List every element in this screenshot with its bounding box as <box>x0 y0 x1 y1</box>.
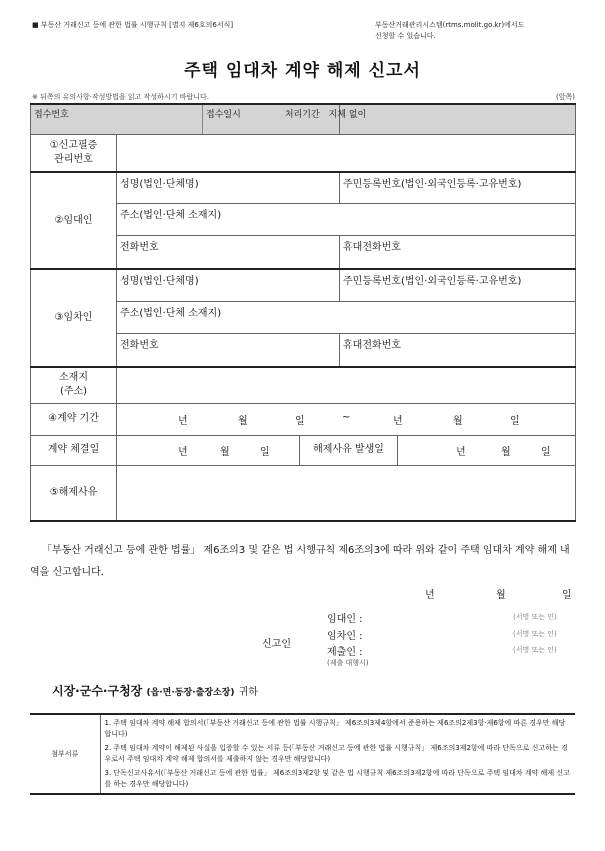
conclusion-year: 년 <box>178 447 188 458</box>
reason-label: ⑤해제사유 <box>31 465 117 521</box>
certificate-label-line-1: ①신고필증 <box>49 139 98 151</box>
period-start-year: 년 <box>178 416 188 427</box>
reporter-label: 신고인 <box>262 639 291 650</box>
lessor-id-label: 주민등록번호(법인·외국인등록·고유번호) <box>343 179 522 190</box>
conclusion-month: 월 <box>220 447 230 458</box>
location-input[interactable] <box>117 367 576 403</box>
declaration-text: 「부동산 거래신고 등에 관한 법률」 제6조의3 및 같은 법 시행규칙 제6조의3에 따라 위와 같이 주택 임대차 계약 해제 내역을 신고합니다. <box>30 545 570 578</box>
lessee-phone-field[interactable] <box>117 333 340 367</box>
processing-period-field <box>284 104 576 134</box>
lessee-address-field[interactable] <box>117 301 576 333</box>
period-end-year: 년 <box>393 416 403 427</box>
lessee-id-label: 주민등록번호(법인·외국인등록·고유번호) <box>343 276 522 287</box>
receipt-row <box>31 104 576 134</box>
certificate-label <box>31 134 117 172</box>
online-note-line-1: 부동산거래관리시스템(rtms.molit.go.kr)에서도 <box>375 21 525 29</box>
lessee-mobile-label: 휴대전화번호 <box>343 339 401 351</box>
attachment-item-1: 1. 주택 임대차 계약 해제 합의서(「부동산 거래신고 등에 관한 법률 시행규칙」 제6조의3제4항에서 준용하는 제6조의2제3항·제6항에 따른 경우만 해당합니다) <box>104 719 566 738</box>
lessor-row-1 <box>31 172 576 203</box>
attachments-list <box>100 714 575 794</box>
receipt-date-label: 접수일시 <box>206 110 241 120</box>
lessor-mobile-field[interactable] <box>340 235 576 269</box>
period-start-day: 일 <box>295 416 305 427</box>
lessee-phone-label: 전화번호 <box>120 339 159 351</box>
conclusion-row <box>31 435 576 465</box>
conclusion-day: 일 <box>260 447 270 458</box>
certificate-label-line-2: 관리번호 <box>54 153 93 165</box>
online-note-line-2: 신청할 수 있습니다. <box>375 32 436 40</box>
lessee-name-field[interactable] <box>117 269 340 301</box>
lessee-mobile-field[interactable] <box>340 333 576 367</box>
sign-submitter-label: 제출인 : <box>327 647 363 658</box>
receipt-number-field[interactable] <box>31 104 203 134</box>
contract-period-input[interactable] <box>117 403 576 435</box>
reason-row <box>31 465 576 521</box>
cancel-date-input[interactable] <box>398 435 576 465</box>
lessee-id-field[interactable] <box>340 269 576 301</box>
certificate-number-input[interactable] <box>117 134 576 172</box>
contract-period-row <box>31 403 576 435</box>
lessor-id-field[interactable] <box>340 172 576 203</box>
recipient-tail: 귀하 <box>238 687 259 698</box>
certificate-row <box>31 134 576 172</box>
reason-input[interactable] <box>117 465 576 521</box>
period-start-month: 월 <box>238 416 248 427</box>
attachment-item-2: 2. 주택 임대차 계약이 해제된 사실을 입증할 수 있는 서류 등(「부동산 거래신고 등에 관한 법률 시행규칙」 제6조의3제2항에 따라 단독으로 신고하는 경우로서 주택 임대차 계약 해제 합의서를 제출하지 않는 경우만 해당합니다) <box>104 744 568 763</box>
receipt-number-label: 접수번호 <box>34 110 69 120</box>
period-tilde: ~ <box>342 412 351 423</box>
lessor-name-label: 성명(법인·단체명) <box>120 179 199 190</box>
agent-note: (제출 대행시) <box>327 659 369 667</box>
location-label-line-2: (주소) <box>59 386 88 398</box>
lessor-mobile-label: 휴대전화번호 <box>343 241 401 253</box>
lessor-address-field[interactable] <box>117 203 576 235</box>
cancel-date-label: 해제사유 발생일 <box>300 435 398 465</box>
lessee-label: ③임차인 <box>31 269 117 367</box>
cancel-month: 월 <box>501 447 511 458</box>
attachments-label: 첨부서류 <box>30 714 100 794</box>
recipient-main: 시장·군수·구청장 <box>52 684 143 698</box>
location-label <box>31 367 117 403</box>
location-label-line-1: 소재지 <box>59 372 88 384</box>
lessee-address-label: 주소(법인·단체 소재지) <box>120 307 222 319</box>
lessee-name-label: 성명(법인·단체명) <box>120 276 199 287</box>
front-side-label: (앞쪽) <box>556 93 575 101</box>
lessor-address-label: 주소(법인·단체 소재지) <box>120 209 222 221</box>
lessor-phone-label: 전화번호 <box>120 241 159 253</box>
instruction-note: ※ 뒤쪽의 유의사항·작성방법을 읽고 작성하시기 바랍니다. <box>32 93 209 101</box>
sign-submitter-note[interactable]: (서명 또는 인) <box>513 646 557 654</box>
processing-period-label: 처리기간 <box>284 110 320 120</box>
processing-period-value: 지체 없이 <box>328 110 367 120</box>
location-row <box>31 367 576 403</box>
report-form-table <box>30 103 576 522</box>
report-year: 년 <box>425 590 435 601</box>
conclusion-date-input[interactable] <box>117 435 300 465</box>
lessor-name-field[interactable] <box>117 172 340 203</box>
attachment-item-3: 3. 단독신고사유서(「부동산 거래신고 등에 관한 법률」 제6조의3제2항 및 같은 법 시행규칙 제6조의3제2항에 따라 단독으로 주택 임대차 계약 해제 신고를 하는 경우만 해당합니다) <box>104 769 570 788</box>
sign-lessor-label: 임대인 : <box>327 614 363 625</box>
recipient-line <box>52 682 258 699</box>
report-day: 일 <box>562 590 572 601</box>
lessee-row-1 <box>31 269 576 301</box>
lessor-label: ②임대인 <box>31 172 117 269</box>
contract-period-label: ④계약 기간 <box>31 403 117 435</box>
page-title: 주택 임대차 계약 해제 신고서 <box>184 61 421 81</box>
period-end-month: 월 <box>453 416 463 427</box>
sign-lessor-note[interactable]: (서명 또는 인) <box>513 613 557 621</box>
lessor-phone-field[interactable] <box>117 235 340 269</box>
online-note <box>375 20 524 42</box>
period-end-day: 일 <box>510 416 520 427</box>
cancel-day: 일 <box>541 447 551 458</box>
sign-lessee-label: 임차인 : <box>327 631 363 642</box>
law-reference: ■ 부동산 거래신고 등에 관한 법률 시행규칙 [별지 제6호의6서식] <box>32 21 234 29</box>
cancel-year: 년 <box>456 447 466 458</box>
recipient-sub: (읍·면·동장·출장소장) <box>146 688 235 698</box>
report-month: 월 <box>496 590 506 601</box>
conclusion-label: 계약 체결일 <box>31 435 117 465</box>
sign-lessee-note[interactable]: (서명 또는 인) <box>513 630 557 638</box>
attachments-table <box>30 713 575 795</box>
